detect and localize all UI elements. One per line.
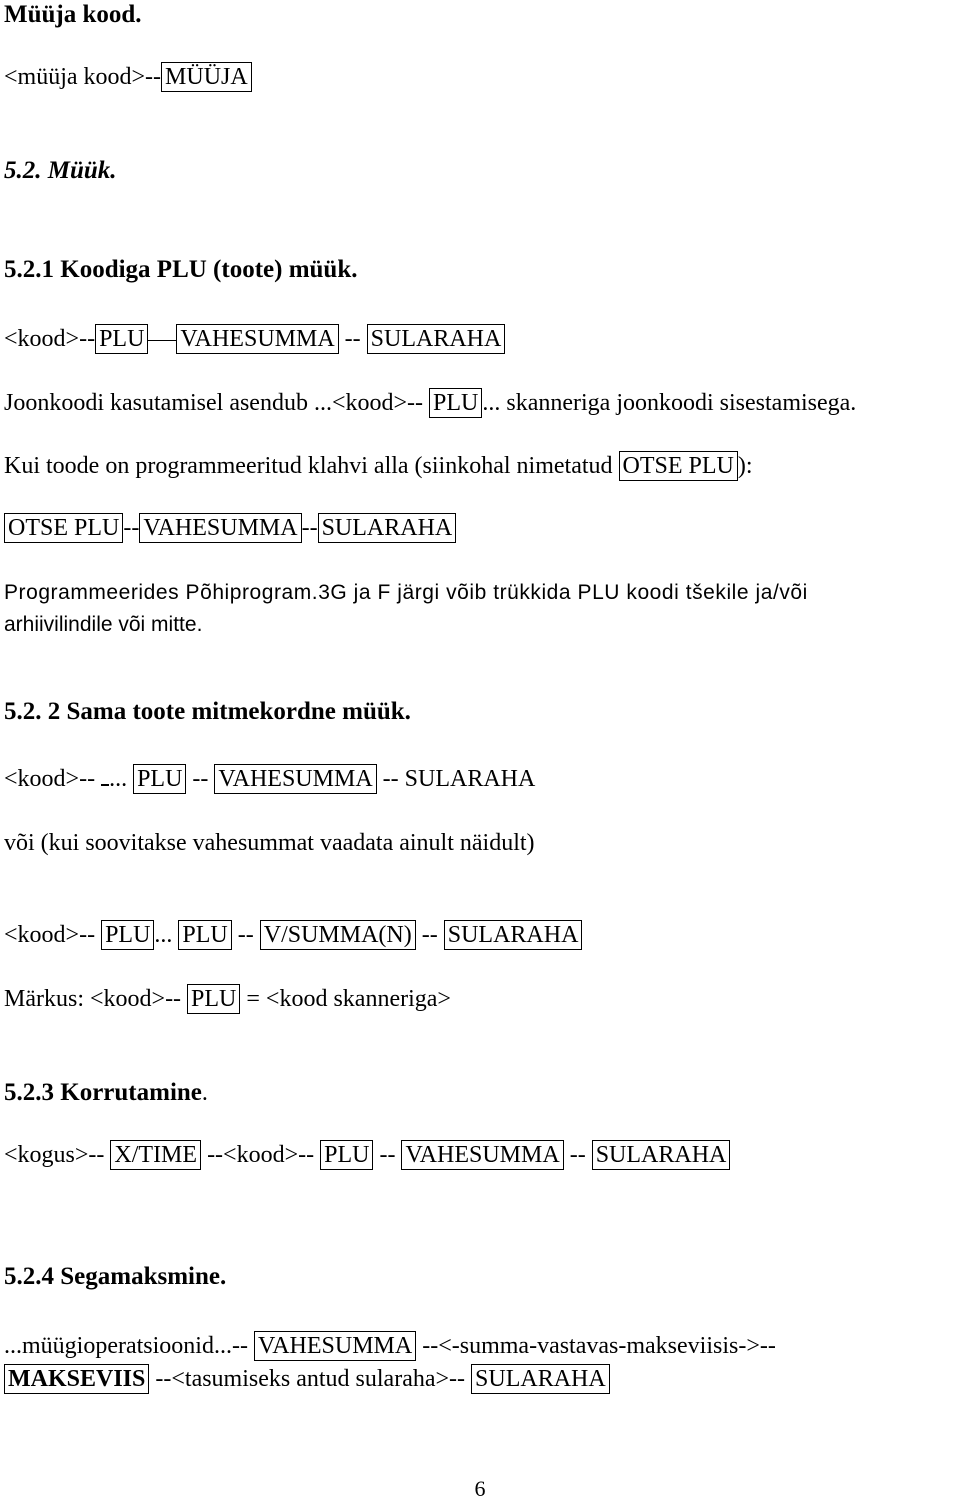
barcode-text-a: Joonkoodi kasutamisel asendub ...<kood>-- [4,390,424,416]
key-vsumma-n: V/SUMMA(N) [260,920,416,950]
sequence-mid: --<kood>-- [207,1142,315,1168]
key-plu: PLU [133,764,186,794]
connector-line [148,340,176,341]
heading-sale: 5.2. Müük. [4,157,117,184]
key-cash: SULARAHA [471,1364,610,1394]
key-seller: MÜÜJA [161,62,252,92]
separator: -- [301,515,318,541]
key-cash: SULARAHA [367,324,506,354]
key-cash: SULARAHA [592,1140,731,1170]
heading-seller-code: Müüja kood. [4,1,142,28]
key-subtotal: VAHESUMMA [139,513,301,543]
ellipsis: ... [154,922,173,948]
barcode-note [4,388,856,418]
heading-mixed-payment: 5.2.4 Segamaksmine. [4,1263,227,1290]
repeat-sale-alternative-note: või (kui soovitakse vahesummat vaadata ainult näidult) [4,830,535,856]
key-plu [101,784,109,786]
plu-sale-sequence [4,324,505,354]
key-plu: PLU [320,1140,373,1170]
sequence-prefix: <kogus>-- [4,1142,105,1168]
sequence-rest: -- SULARAHA [382,766,536,792]
key-subtotal: VAHESUMMA [214,764,376,794]
page-number: 6 [474,1476,486,1501]
programming-note-line-1: Programmeerides Põhiprogram.3G ja F järgi võib trükkida PLU koodi tšekile ja/või [4,581,808,604]
key-plu: PLU [429,388,482,418]
mixed-payment-sequence-1 [4,1331,776,1361]
separator: -- [192,766,209,792]
separator: -- [237,922,254,948]
key-direct-plu: OTSE PLU [4,513,123,543]
sequence-mid: --<tasumiseks antud sularaha>-- [155,1366,466,1392]
separator: -- [123,515,140,541]
key-plu: PLU [187,984,240,1014]
key-plu: PLU [101,920,154,950]
multiplication-sequence [4,1140,730,1170]
separator: -- [569,1142,586,1168]
sequence-prefix: <kood>-- [4,326,96,352]
direct-plu-sequence [4,513,456,543]
separator: -- [344,326,361,352]
key-cash: SULARAHA [444,920,583,950]
key-payment-method: MAKSEVIIS [4,1364,149,1394]
mixed-payment-sequence-2 [4,1364,610,1394]
programming-note-line-2: arhiivilindile või mitte. [4,613,203,636]
ellipsis: ... [109,766,128,792]
seller-code-sequence [4,62,252,92]
heading-multiplication-dot: . [201,1080,208,1106]
sequence-rest: --<-summa-vastavas-makseviisis->-- [422,1333,776,1359]
direct-plu-note [4,451,753,481]
key-subtotal: VAHESUMMA [176,324,338,354]
remark-prefix: Märkus: <kood>-- [4,986,182,1012]
repeat-sale-sequence [4,764,535,794]
sequence-prefix: <kood>-- [4,766,96,792]
heading-multiplication [4,1078,208,1108]
key-direct-plu: OTSE PLU [619,451,738,481]
sequence-prefix: <müüja kood>-- [4,64,162,90]
separator: -- [421,922,438,948]
sequence-prefix: ...müügioperatsioonid...-- [4,1333,248,1359]
heading-multiplication-text: 5.2.3 Korrutamine [4,1079,202,1106]
scanner-remark [4,984,451,1014]
key-plu: PLU [178,920,231,950]
direct-text-a: Kui toode on programmeeritud klahvi alla (siinkohal nimetatud [4,453,613,479]
direct-text-b: ): [737,453,753,479]
remark-rest: = <kood skanneriga> [246,986,451,1012]
key-cash: SULARAHA [318,513,457,543]
key-plu: PLU [95,324,148,354]
key-subtotal: VAHESUMMA [254,1331,416,1361]
barcode-text-b: ... skanneriga joonkoodi sisestamisega. [482,390,857,416]
separator: -- [379,1142,396,1168]
repeat-sale-sequence-alt [4,920,582,950]
key-xtime: X/TIME [110,1140,201,1170]
heading-plu-sale: 5.2.1 Koodiga PLU (toote) müük. [4,256,358,283]
sequence-prefix: <kood>-- [4,922,96,948]
key-subtotal: VAHESUMMA [401,1140,563,1170]
heading-repeat-sale: 5.2. 2 Sama toote mitmekordne müük. [4,698,411,725]
